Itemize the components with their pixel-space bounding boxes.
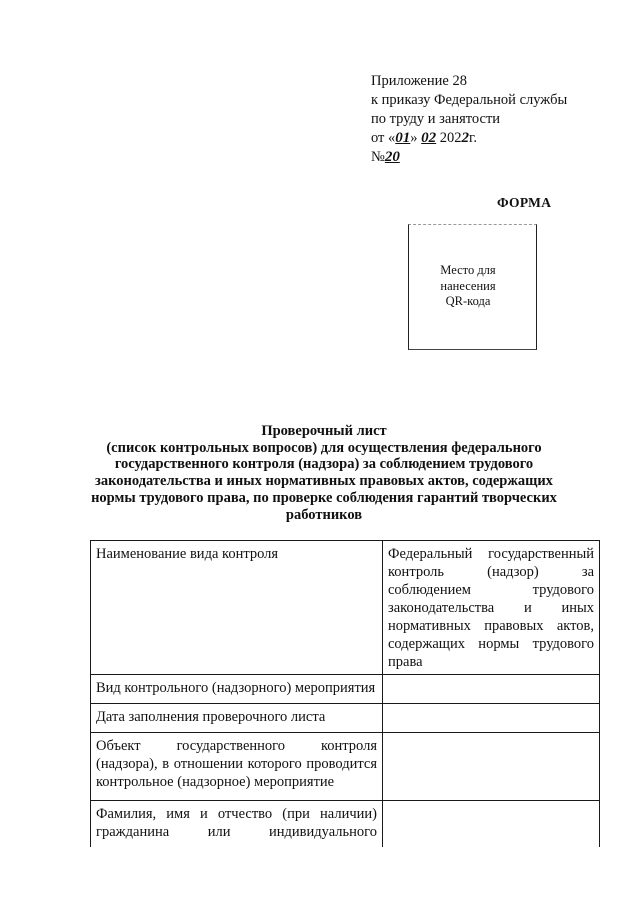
table-row	[91, 801, 600, 847]
table-row	[91, 733, 600, 801]
table-value-cell[interactable]	[383, 675, 600, 704]
title-line-6: работников	[285, 506, 363, 523]
page-bottom-margin	[0, 848, 640, 905]
table-label-cell: Наименование вида контроля	[91, 541, 383, 675]
qr-placeholder-text	[409, 263, 527, 310]
appendix-order-ref: к приказу Федеральной службы	[371, 92, 568, 108]
table-value-cell[interactable]	[383, 704, 600, 733]
title-line-3: государственного контроля (надзора) за соблюдением трудового	[114, 456, 534, 473]
document-title	[80, 423, 568, 523]
qr-placeholder	[408, 224, 537, 350]
table-value-cell: Федеральный государственный контроль (надзор) за соблюдением трудового законодательства и иных нормативных правовых актов, содержащих нормы трудового права	[383, 541, 600, 675]
table-row	[91, 675, 600, 704]
title-line-2: (список контрольных вопросов) для осуществления федерального	[106, 439, 542, 456]
title-line-4: законодательства и иных нормативных правовых актов, содержащих	[95, 473, 553, 490]
appendix-block	[371, 72, 567, 167]
table-row	[91, 704, 600, 733]
number-prefix: №	[371, 149, 385, 165]
qr-line-1: Место для	[440, 263, 496, 277]
date-sep: »	[410, 130, 422, 146]
appendix-title: Приложение 28	[371, 73, 467, 89]
form-label: ФОРМА	[497, 195, 552, 210]
table-label-cell: Фамилия, имя и отчество (при наличии) гражданина или индивидуального	[91, 801, 383, 847]
appendix-date	[371, 129, 567, 148]
appendix-number	[371, 148, 567, 167]
title-line-5: нормы трудового права, по проверке соблюдения гарантий творческих	[91, 489, 557, 506]
checklist-info-table	[90, 540, 600, 847]
date-suffix: г.	[469, 130, 477, 146]
appendix-service: по труду и занятости	[371, 111, 501, 127]
table-label-cell: Дата заполнения проверочного листа	[91, 704, 383, 733]
table-value-cell[interactable]	[383, 733, 600, 801]
qr-line-2: нанесения	[440, 278, 496, 293]
date-day: 01	[395, 130, 411, 146]
qr-line-3: QR-кода	[445, 294, 491, 308]
date-year-prefix: 202	[436, 130, 462, 146]
date-prefix: от «	[371, 130, 396, 146]
table-label-cell: Вид контрольного (надзорного) мероприятия	[91, 675, 383, 704]
date-month: 02	[421, 130, 437, 146]
table-row	[91, 541, 600, 675]
number-value: 20	[384, 149, 400, 165]
table-label-cell: Объект государственного контроля (надзора), в отношении которого проводится контрольное (надзорное) мероприятие	[91, 733, 383, 801]
date-year-digit: 2	[461, 130, 470, 146]
table-value-cell[interactable]	[383, 801, 600, 847]
title-line-1: Проверочный лист	[261, 423, 387, 439]
